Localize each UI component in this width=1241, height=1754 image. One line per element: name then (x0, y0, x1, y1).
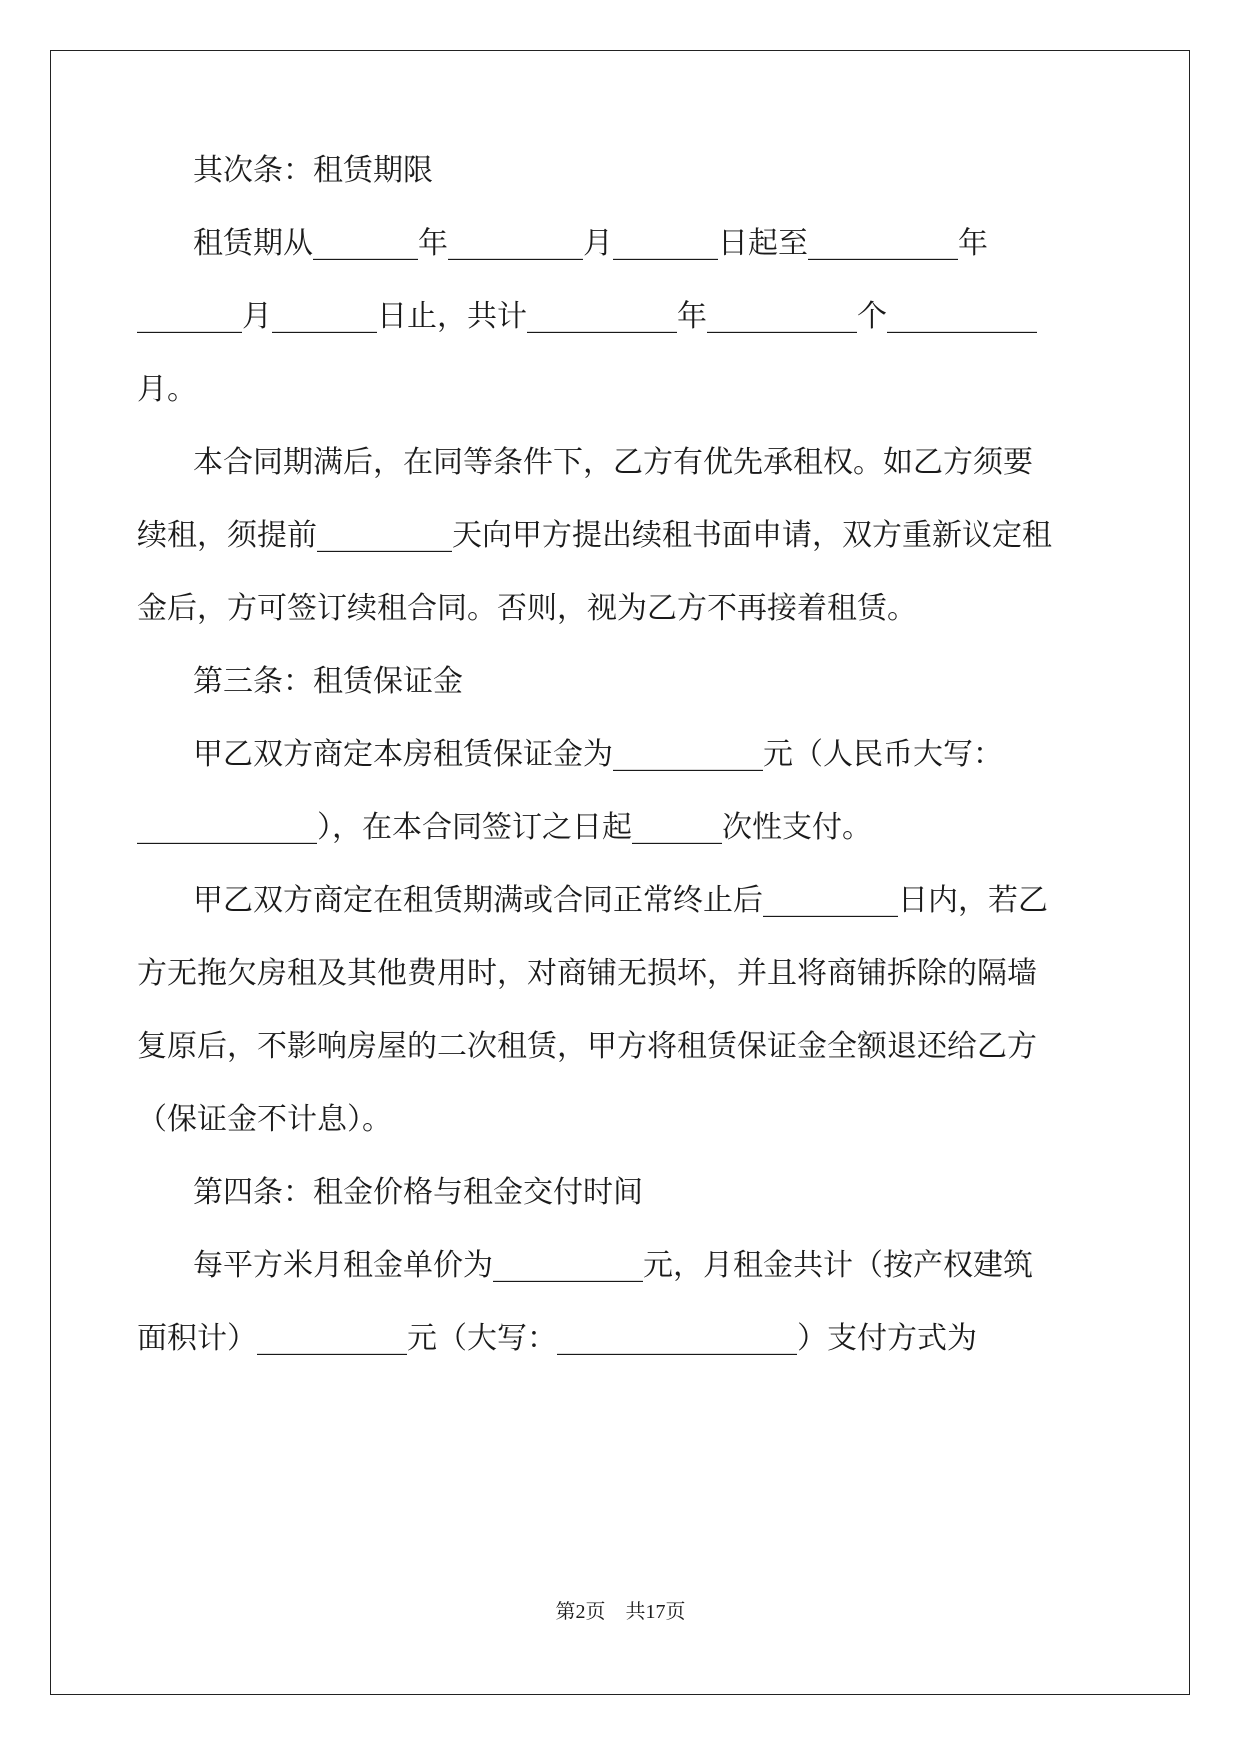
section-heading: 第四条：租金价格与租金交付时间 (193, 1175, 643, 1210)
paragraph-line: 每平方米月租金单价为__________元，月租金共计（按产权建筑 (193, 1248, 1033, 1283)
paragraph-line: _______月_______日止，共计__________年__________个__________ (137, 299, 1037, 334)
paragraph-line: 甲乙双方商定本房租赁保证金为__________元（人民币大写： (193, 737, 1003, 772)
paragraph-line: 方无拖欠房租及其他费用时，对商铺无损坏，并且将商铺拆除的隔墙 (137, 956, 1037, 991)
section-heading: 第三条：租赁保证金 (193, 664, 463, 699)
paragraph-line: 复原后，不影响房屋的二次租赁，甲方将租赁保证金全额退还给乙方 (137, 1029, 1037, 1064)
paragraph-line: 甲乙双方商定在租赁期满或合同正常终止后_________日内，若乙 (193, 883, 1048, 918)
paragraph-line: 面积计）__________元（大写：________________）支付方式为 (137, 1321, 977, 1356)
paragraph-line: 租赁期从_______年_________月_______日起至__________年 (193, 226, 988, 261)
paragraph-line: ____________），在本合同签订之日起______次性支付。 (137, 810, 872, 845)
paragraph-line: 金后，方可签订续租合同。否则，视为乙方不再接着租赁。 (137, 591, 917, 626)
section-heading: 其次条：租赁期限 (193, 153, 433, 188)
paragraph-line: 月。 (137, 372, 197, 407)
paragraph-line: 本合同期满后，在同等条件下，乙方有优先承租权。如乙方须要 (193, 445, 1033, 480)
paragraph-line: （保证金不计息）。 (137, 1102, 392, 1137)
page-number-footer: 第2页 共17页 (555, 1601, 686, 1623)
paragraph-line: 续租，须提前_________天向甲方提出续租书面申请，双方重新议定租 (137, 518, 1052, 553)
